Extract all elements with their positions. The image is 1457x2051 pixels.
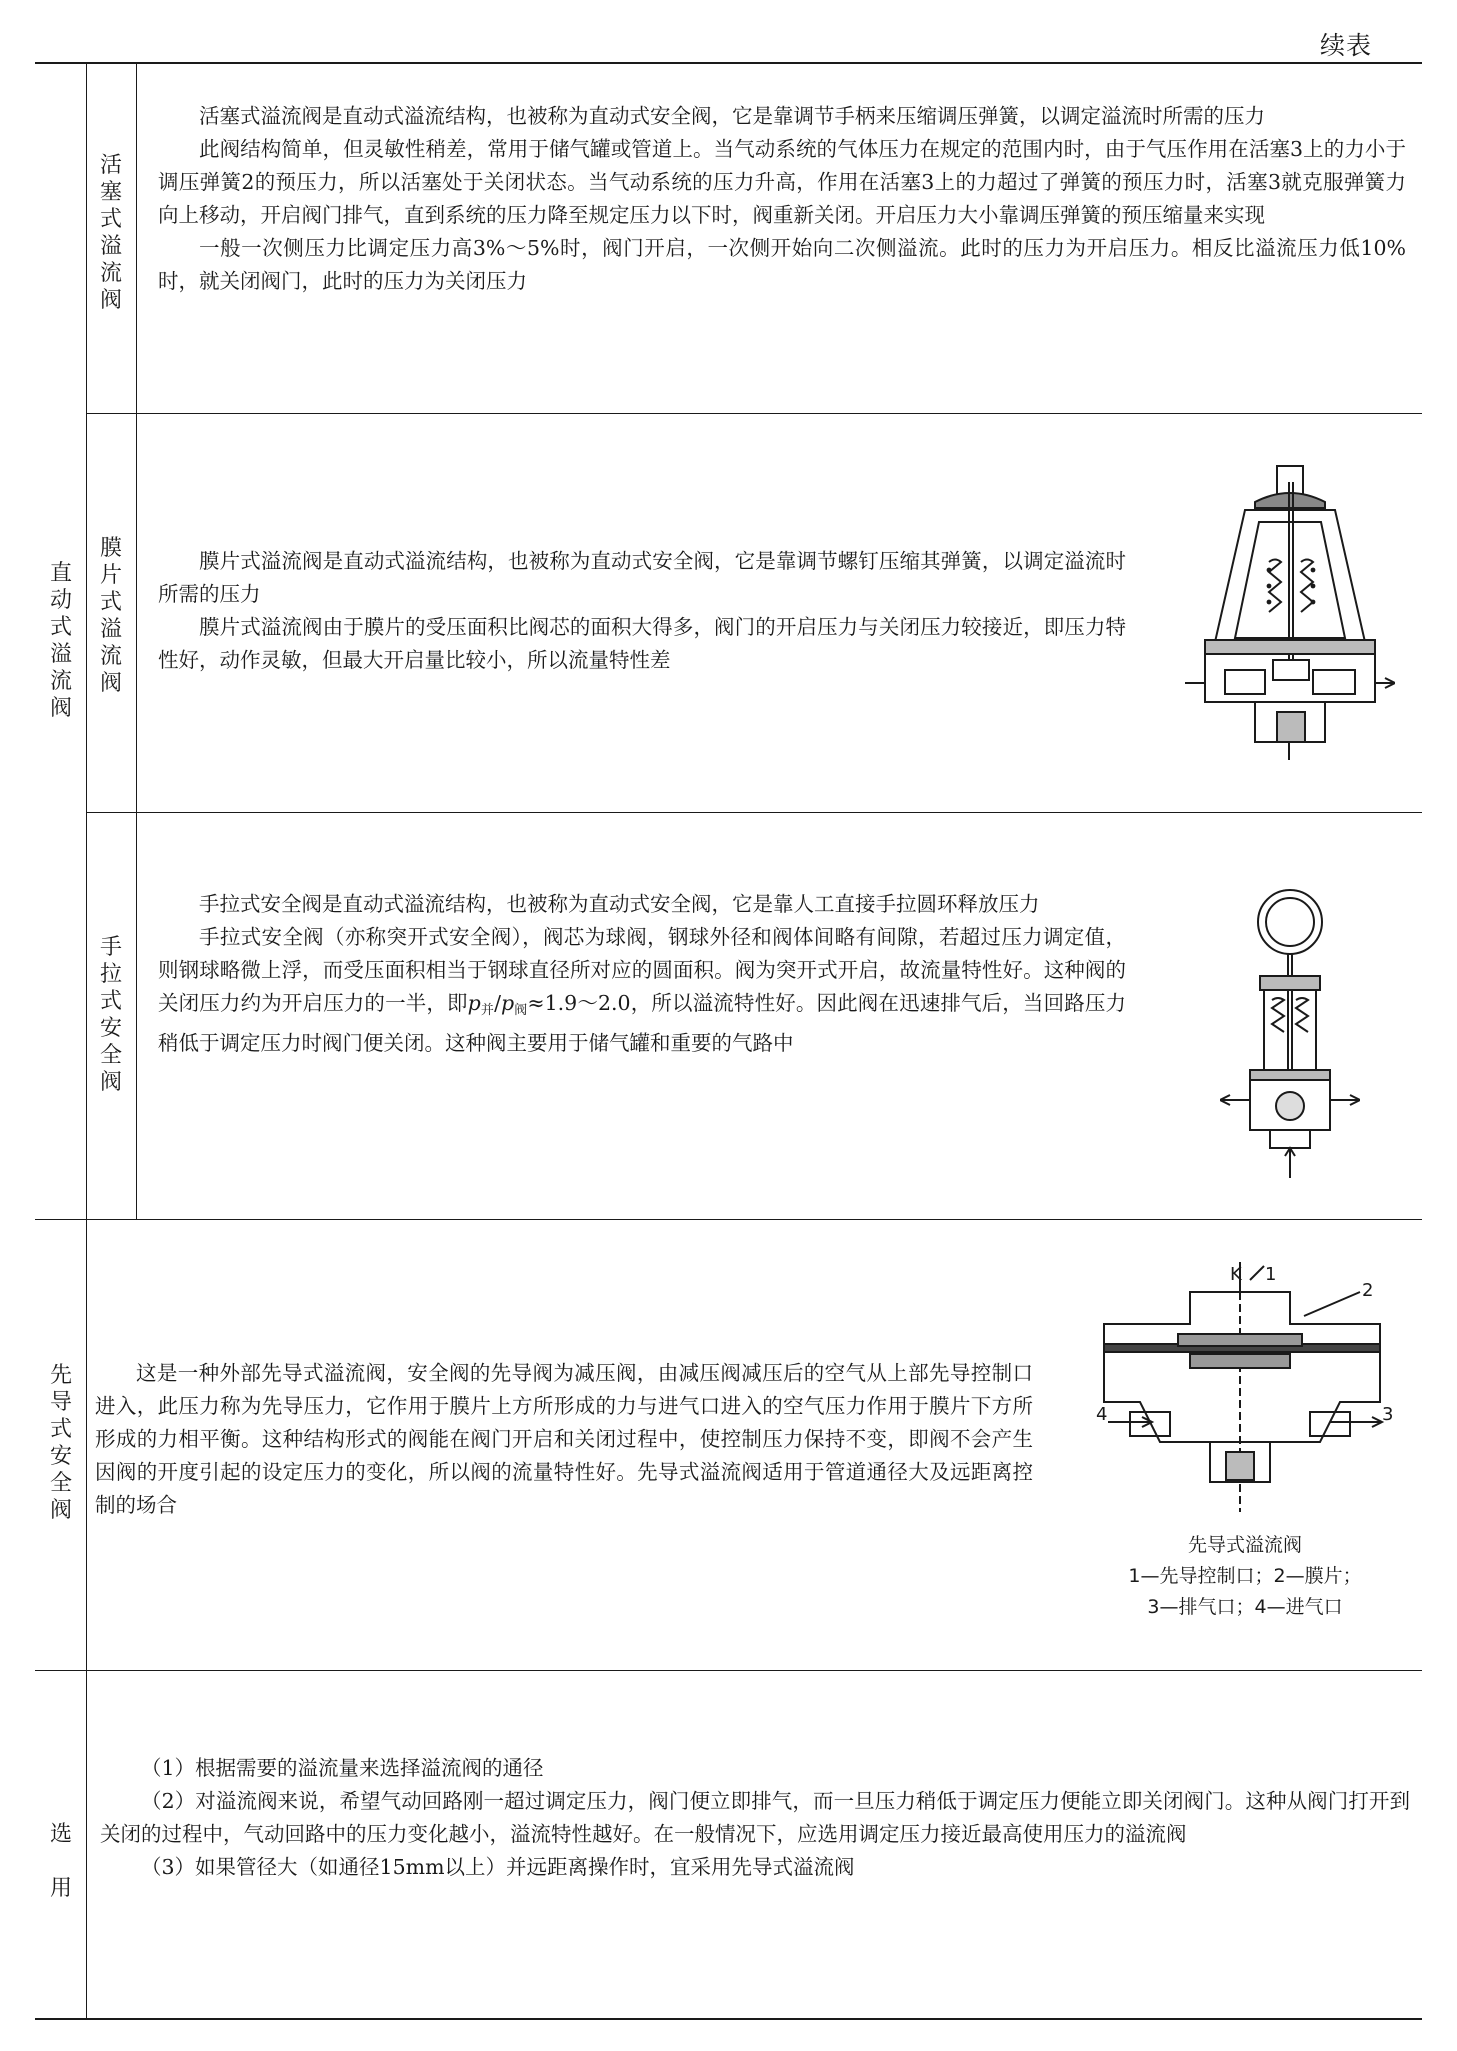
row-divider-diaphragm xyxy=(86,812,1422,813)
category-direct-acting: 直动式溢流阀 xyxy=(49,561,72,721)
row-divider-piston xyxy=(86,413,1422,414)
piston-description xyxy=(158,100,1406,298)
pilot-relief-valve-diagram xyxy=(1090,1262,1400,1522)
caption-line-1: 1—先导控制口；2—膜片； xyxy=(1128,1565,1362,1587)
selection-item-3: （3）如果管径大（如通径15mm以上）并远距离操作时，宜采用先导式溢流阀 xyxy=(141,1855,855,1879)
pilot-description xyxy=(95,1357,1033,1522)
selection-item-2: （2）对溢流阀来说，希望气动回路刚一超过调定压力，阀门便立即排气，而一旦压力稍低于调定压力便能立即关闭阀门。这种从阀门打开到关闭的过程中，气动回路中的压力变化越小，溢流特性越好。在一般情况下，应选用调定压力接近最高使用压力的溢流阀 xyxy=(100,1789,1410,1846)
piston-paragraph-1: 活塞式溢流阀是直动式溢流结构，也被称为直动式安全阀，它是靠调节手柄来压缩调压弹簧，以调定溢流时所需的压力 xyxy=(199,104,1265,128)
caption-line-2: 3—排气口；4—进气口 xyxy=(1147,1596,1343,1618)
formula-p-valve: p xyxy=(500,991,515,1015)
label-1: 1 xyxy=(1265,1264,1277,1285)
sublabel-diaphragm: 膜片式溢流阀 xyxy=(99,536,122,696)
manual-paragraph-2 xyxy=(158,921,1126,1060)
formula-p-open: p xyxy=(467,991,481,1015)
table-bottom-rule xyxy=(35,2018,1422,2020)
table-top-rule xyxy=(35,62,1422,64)
formula-subscript-open: 并 xyxy=(480,1003,495,1018)
diaphragm-paragraph-1: 膜片式溢流阀是直动式溢流结构，也被称为直动式安全阀，它是靠调节螺钉压缩其弹簧，以调定溢流时所需的压力 xyxy=(158,549,1126,606)
label-k: K xyxy=(1230,1264,1242,1285)
continued-table-label: 续表 xyxy=(1319,31,1372,60)
sublabel-manual: 手拉式安全阀 xyxy=(99,935,122,1095)
category-selection: 选用 xyxy=(49,1822,72,1901)
row-divider-direct xyxy=(35,1219,1422,1220)
manual-paragraph-2-end: ，所以溢流特性好。因此阀在迅速排气后，当回路压力稍低于调定压力时阀门便关闭。这种阀主要用于储气罐和重要的气路中 xyxy=(158,991,1126,1055)
pilot-figure-caption xyxy=(1080,1530,1410,1623)
sublabel-piston: 活塞式溢流阀 xyxy=(99,153,122,313)
pilot-paragraph: 这是一种外部先导式溢流阀，安全阀的先导阀为减压阀，由减压阀减压后的空气从上部先导控制口进入，此压力称为先导压力，它作用于膜片上方所形成的力与进气口进入的空气压力作用于膜片下方所形成的力相平衡。这种结构形式的阀能在阀门开启和关闭过程中，使控制压力保持不变，即阀不会产生因阀的开度引起的设定压力的变化，所以阀的流量特性好。先导式溢流阀适用于管道通径大及远距离控制的场合 xyxy=(95,1361,1033,1517)
diaphragm-description xyxy=(158,545,1126,677)
formula-slash: / xyxy=(494,991,501,1015)
diaphragm-valve-diagram xyxy=(1185,462,1395,762)
formula-subscript-valve: 阀 xyxy=(514,1003,528,1018)
piston-paragraph-3: 一般一次侧压力比调定压力高3%～5%时，阀门开启，一次侧开始向二次侧溢流。此时的压力为开启压力。相反比溢流压力低10%时，就关闭阀门，此时的压力为关闭压力 xyxy=(158,236,1406,293)
manual-safety-valve-diagram xyxy=(1220,880,1360,1180)
piston-paragraph-2: 此阀结构简单，但灵敏性稍差，常用于储气罐或管道上。当气动系统的气体压力在规定的范围内时，由于气压作用在活塞3上的力小于调压弹簧2的预压力，所以活塞处于关闭状态。当气动系统的压力升高，作用在活塞3上的力超过了弹簧的预压力时，活塞3就克服弹簧力向上移动，开启阀门排气，直到系统的压力降至规定压力以下时，阀重新关闭。开启压力大小靠调压弹簧的预压缩量来实现 xyxy=(158,137,1406,227)
caption-title: 先导式溢流阀 xyxy=(1187,1534,1302,1556)
row-divider-pilot xyxy=(35,1670,1422,1671)
diaphragm-paragraph-2: 膜片式溢流阀由于膜片的受压面积比阀芯的面积大得多，阀门的开启压力与关闭压力较接近，即压力特性好，动作灵敏，但最大开启量比较小，所以流量特性差 xyxy=(158,615,1126,672)
selection-description xyxy=(100,1752,1410,1884)
label-2: 2 xyxy=(1362,1280,1374,1301)
column-divider-2 xyxy=(136,62,137,1219)
formula-value: ≈1.9～2.0 xyxy=(527,991,631,1015)
manual-paragraph-1: 手拉式安全阀是直动式溢流结构，也被称为直动式安全阀，它是靠人工直接手拉圆环释放压力 xyxy=(199,892,1040,916)
column-divider-1 xyxy=(86,62,87,2018)
category-pilot-operated: 先导式安全阀 xyxy=(49,1363,72,1523)
label-4: 4 xyxy=(1096,1404,1108,1425)
manual-paragraph-2-start: 手拉式安全阀（亦称突开式安全阀），阀芯为球阀，钢球外径和阀体间略有间隙，若超过压力调定值，则钢球略微上浮，而受压面积相当于钢球直径所对应的圆面积。阀为突开式开启，故流量特性好。这种阀的关闭压力约为开启压力的一半，即 xyxy=(158,925,1126,1015)
selection-item-1: （1）根据需要的溢流量来选择溢流阀的通径 xyxy=(141,1756,544,1780)
label-3: 3 xyxy=(1382,1404,1394,1425)
manual-description xyxy=(158,888,1126,1060)
